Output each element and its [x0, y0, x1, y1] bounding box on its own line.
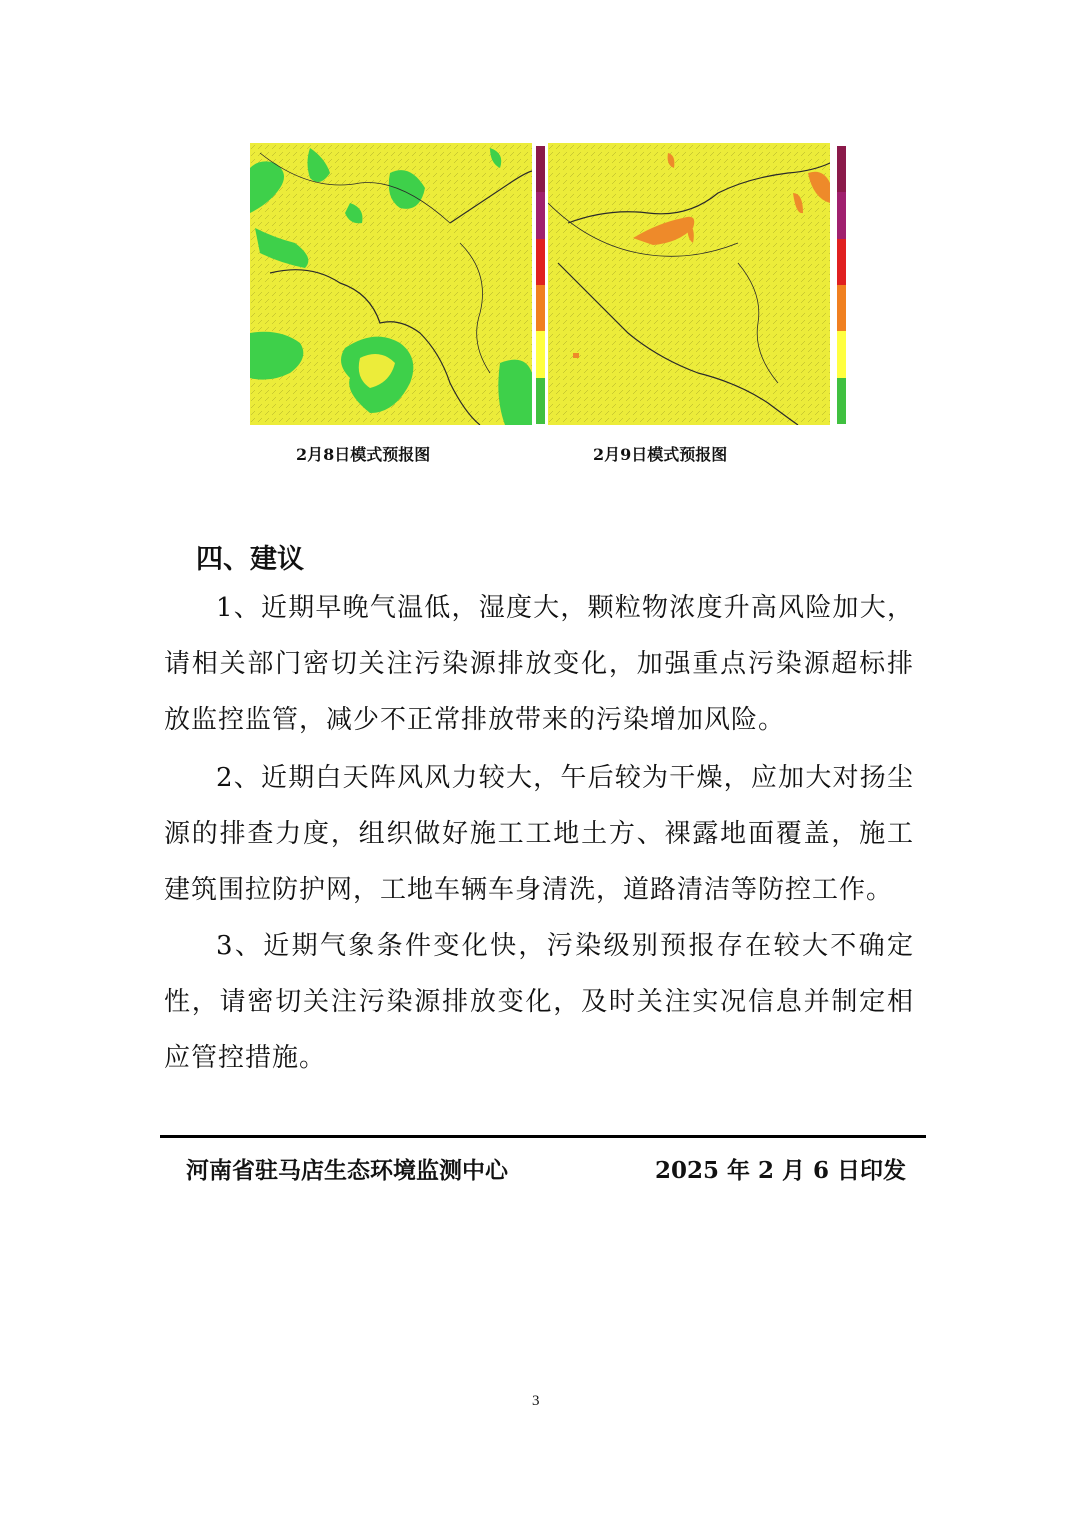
- legend-swatch: [536, 331, 545, 377]
- map-caption-feb8: 2月8日模式预报图: [296, 445, 431, 464]
- forecast-map-feb9: [548, 143, 830, 425]
- legend-swatch: [536, 239, 545, 285]
- legend-swatch: [536, 192, 545, 238]
- legend-swatch: [837, 146, 846, 192]
- legend-swatch: [837, 285, 846, 331]
- paragraph-1: 1、近期早晚气温低，湿度大，颗粒物浓度升高风险加大，请相关部门密切关注污染源排放变化，加强重点污染源超标排放监控监管，减少不正常排放带来的污染增加风险。: [164, 593, 914, 735]
- legend-swatch: [837, 239, 846, 285]
- paragraph-3: 3、近期气象条件变化快，污染级别预报存在较大不确定性，请密切关注污染源排放变化，及时关注实况信息并制定相应管控措施。: [164, 931, 914, 1073]
- legend-swatch: [536, 378, 545, 424]
- issue-date: 2025 年 2 月 6 日印发: [655, 1157, 907, 1184]
- legend-swatch: [536, 285, 545, 331]
- legend-swatch: [536, 146, 545, 192]
- page-number: 3: [532, 1393, 540, 1409]
- legend-swatch: [837, 378, 846, 424]
- legend-swatch: [837, 192, 846, 238]
- section-heading: 四、建议: [196, 544, 304, 575]
- issuing-organization: 河南省驻马店生态环境监测中心: [186, 1157, 508, 1184]
- map-caption-feb9: 2月9日模式预报图: [593, 445, 728, 464]
- legend-swatch: [837, 331, 846, 377]
- color-legend-feb9: [837, 146, 846, 424]
- footer-divider: [160, 1135, 926, 1138]
- forecast-map-feb8: [250, 143, 532, 425]
- paragraph-2: 2、近期白天阵风风力较大，午后较为干燥，应加大对扬尘源的排查力度，组织做好施工工地土方、裸露地面覆盖，施工建筑围拉防护网，工地车辆车身清洗，道路清洁等防控工作。: [164, 763, 914, 905]
- color-legend-feb8: [536, 146, 545, 424]
